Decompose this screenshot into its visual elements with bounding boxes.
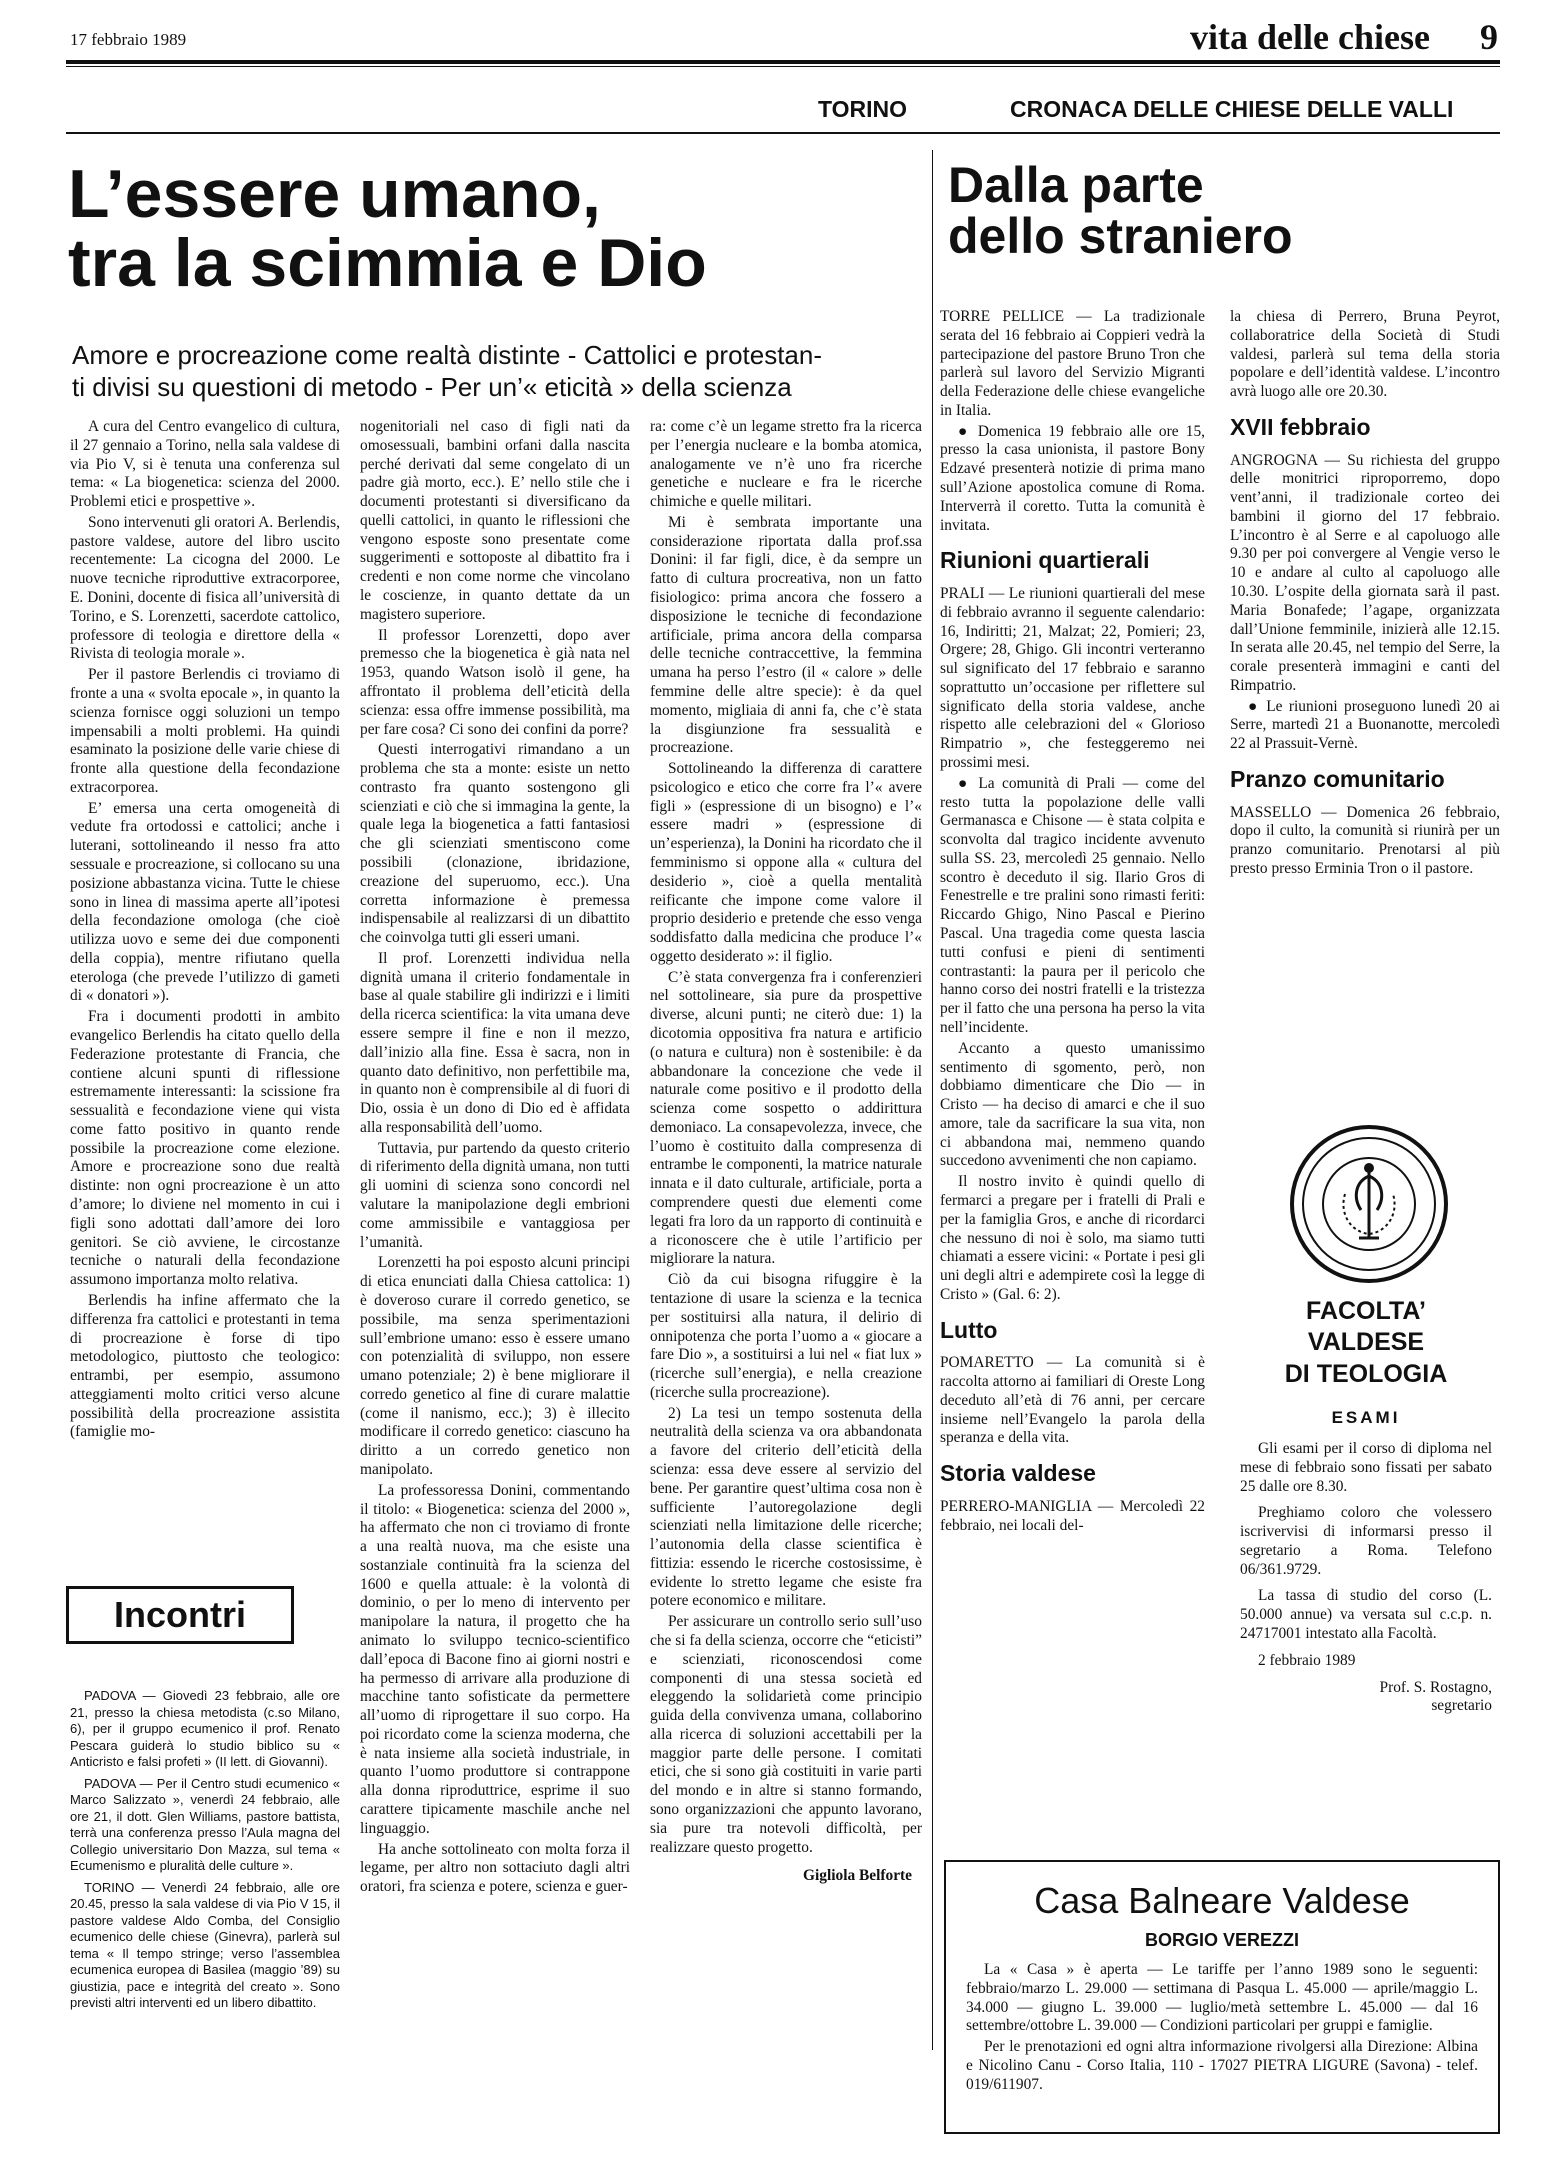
- notice-signature: Prof. S. Rostagno,: [1379, 1678, 1492, 1696]
- facolta-title-line-2: VALDESE: [1307, 1328, 1425, 1357]
- article-author: Gigliola Belforte: [803, 1867, 912, 1885]
- incontri-box: [66, 1586, 294, 1644]
- right-headline-line-2: dello straniero: [948, 208, 1293, 264]
- paragraph: A cura del Centro evangelico di cultura, il 27 gennaio a Torino, nella sala valdese di via Pio V, si è tenuta una conferenza sul tema: « La biogenetica: scienza del 2000. Problemi etici e prospettive ».: [70, 418, 340, 511]
- facolta-title-line-3: DI TEOLOGIA: [1284, 1359, 1448, 1388]
- page-number: 9: [1480, 17, 1498, 57]
- facolta-notice: [1240, 1440, 1492, 1716]
- paragraph: Il prof. Lorenzetti individua nella dignità umana il criterio fondamentale in base al quale stabilire gli indirizzi e i limiti della ricerca scientifica: la vita umana deve essere sempre il fine e non il mezzo, dall’inizio alla fine. Essa è sacra, non in quanto dato definitivo, non perfettibile ma, in quanto non è comprensibile al di fuori di Dio, ossia è un dono di Dio ed è affidata alla responsabilità dell’uomo.: [360, 949, 630, 1136]
- paragraph: TORRE PELLICE — La tradizionale serata del 16 febbraio ai Coppieri vedrà la partecipazione del pastore Bruno Tron che parlerà sul lavoro del Servizio Migranti della Federazione delle chiese evangeliche in Italia.: [940, 308, 1205, 419]
- article-column-1: [70, 418, 340, 1444]
- masthead-rule: [66, 60, 1500, 64]
- paragraph: Gli esami per il corso di diploma nel mese di febbraio sono fissati per sabato 25 dalle ore 8.30.: [1240, 1440, 1492, 1495]
- facolta-seal: [1290, 1125, 1448, 1283]
- news-column-1: [940, 308, 1205, 1537]
- paragraph: Il professor Lorenzetti, dopo aver premesso che la biogenetica è già nata nel 1953, quando Watson isolò il gene, ha affrontato il problema dell’eticità della scienza: essa offre immense possibilità, ma per fare cosa? Ci sono dei confini da porre?: [360, 626, 630, 738]
- paragraph: Tuttavia, pur partendo da questo criterio di riferimento della dignità umana, non tutti gli uomini di scienza sono concordi nel valutare la manipolazione degli embrioni come ammissibile e vantaggiosa per l’umanità.: [360, 1139, 630, 1251]
- column-divider: [932, 150, 933, 2050]
- paragraph: Ha anche sottolineato con molta forza il legame, per altro non sottaciuto dagli altri oratori, fra scienza e potere, scienza e guer-: [360, 1840, 630, 1896]
- list-item: PADOVA — Per il Centro studi ecumenico « Marco Salizzato », venerdì 24 febbraio, alle ore 21, il dott. Glen Williams, pastore battista, terrà una conferenza presso l’Aula magna del Collegio universitario Don Mazza, sul tema « Ecumenismo e pluralità delle culture ».: [70, 1775, 340, 1873]
- subhead-storia: Storia valdese: [940, 1460, 1096, 1487]
- seal-emblem-icon: [1299, 1134, 1439, 1274]
- paragraph: Per il pastore Berlendis ci troviamo di fronte a una « svolta epocale », in quanto la scienza fornisce oggi soluzioni un tempo impensabili a molti problemi. Ha quindi esaminato la posizione delle varie chiese di fronte alla questione della fecondazione extracorporea.: [70, 666, 340, 796]
- casa-body: [966, 1961, 1478, 2094]
- right-headline: [948, 157, 1488, 264]
- section-label-valli: CRONACA DELLE CHIESE DELLE VALLI: [1010, 96, 1454, 122]
- paragraph: Il nostro invito è quindi quello di fermarci a pregare per i fratelli di Prali e per la famiglia Gros, e anche di ricordarci che nessuno di noi è solo, ma siamo tutti chiamati a essere vicini: « Portate i pesi gli uni degli altri e adempirete così la legge di Cristo » (Gal. 6: 2).: [940, 1173, 1205, 1303]
- paragraph: ● Le riunioni proseguono lunedì 20 ai Serre, martedì 21 a Buonanotte, mercoledì 22 al Prassuit-Vernè.: [1230, 697, 1500, 753]
- paragraph: La tassa di studio del corso (L. 50.000 annue) va versata sul c.c.p. n. 24717001 intestato alla Facoltà.: [1240, 1587, 1492, 1643]
- article-column-2: [360, 418, 630, 1899]
- paragraph: PERRERO-MANIGLIA — Mercoledì 22 febbraio, nei locali del-: [940, 1497, 1205, 1534]
- paragraph: Berlendis ha infine affermato che la differenza fra cattolici e protestanti in tema di procreazione è forse di tipo metodologico, piuttosto che teologico: entrambi, per esempio, assumono atteggiamenti molto critici verso alcune possibilità della procreazione assistita (famiglie mo-: [70, 1291, 340, 1441]
- paragraph: ● Domenica 19 febbraio alle ore 15, presso la casa unionista, il pastore Bony Edzavé presenterà notizie di prima mano sull’Azione apostolica comune di Roma. Interverrà il coretto. Tutta la comunità è invitata.: [940, 422, 1205, 534]
- paragraph: 2) La tesi un tempo sostenuta della neutralità della scienza va ora abbandonata a favore del criterio dell’eticità della scienza: essa deve essere al servizio del bene. Per garantire quest’ultima cosa non è sufficiente l’autoregolazione degli scienziati nella limitazione delle ricerche; l’autonomia della classe scientifica è fittizia: essendo le ricerche costosissime, è evidente lo stretto legame che esiste fra potere economico e militare.: [650, 1404, 922, 1610]
- paragraph: Per le prenotazioni ed ogni altra informazione rivolgersi alla Direzione: Albina e Nicolino Canu - Corso Italia, 110 - 17027 PIETRA LIGURE (Savona) - telef. 019/611907.: [966, 2038, 1478, 2093]
- list-item: PADOVA — Giovedì 23 febbraio, alle ore 21, presso la chiesa metodista (c.so Milano, 6), per il gruppo ecumenico il prof. Renato Pescara guiderà lo studio biblico su « Anticristo e falsi profeti » (II lett. di Giovanni).: [70, 1688, 340, 1769]
- facolta-title-line-1: FACOLTA’: [1306, 1297, 1426, 1325]
- paragraph: ANGROGNA — Su richiesta del gruppo delle monitrici riproporremo, dopo vent’anni, il tradizionale corteo dei bambini il giorno del 17 febbraio. L’incontro è al Serre e al capoluogo alle 9.30 per poi convergere al Vengie verso le 10 e andare al culto al capoluogo alle 10.30. L’ospite della giornata sarà il past. Maria Bonafede; l’agape, organizzata dall’Unione femminile, inizierà alle 12.15. In serata alle 20.45, nel tempio del Serre, la corale presenterà immagini e canti del Rimpatrio.: [1230, 451, 1500, 694]
- subhead-riunioni: Riunioni quartierali: [940, 547, 1150, 574]
- section-rule: [66, 132, 1500, 134]
- paragraph: Accanto a questo umanissimo sentimento di sgomento, però, non dobbiamo dimenticare che Dio — in Cristo — ha deciso di amarci e che il suo amore, tale da sacrificare la sua vita, non ci abbandona mai, nemmeno quando succedono avvenimenti che non capiamo.: [940, 1039, 1205, 1170]
- paragraph: Fra i documenti prodotti in ambito evangelico Berlendis ha citato quello della Federazione protestante di Francia, che contiene alcuni spunti di riflessione estremamente interessanti: la scissione fra sessualità e fecondazione viene qui vista come fatto positivo in quanto rende possibile la procreazione come elezione. Amore e procreazione sono due realtà distinte: non ogni procreazione è un atto d’amore; lo diviene nel momento in cui i figli sono adottati dall’amore dei loro genitori. Se ciò avviene, le circostanze tecniche o naturali della fecondazione assumono importanza molto relativa.: [70, 1008, 340, 1289]
- newspaper-section-title: vita delle chiese: [1190, 17, 1430, 57]
- paragraph: Ciò da cui bisogna rifuggire è la tentazione di usare la scienza e la tecnica per sostituirsi alla natura, il delirio di onnipotenza che porta l’uomo a « giocare a fare Dio », a sostituirsi a lui nel « fiat lux » (ricerche sull’energia), e nella creazione (ricerche sulla procreazione).: [650, 1271, 922, 1401]
- masthead-rule-thin: [66, 66, 1500, 67]
- esami-heading: ESAMI: [1331, 1408, 1401, 1427]
- news-column-2: [1230, 308, 1500, 881]
- incontri-list: [70, 1688, 340, 2017]
- paragraph: Lorenzetti ha poi esposto alcuni principi di etica enunciati dalla Chiesa cattolica: 1) è doveroso curare il corredo genetico, se possibile, ma senza sperimentazioni sull’embrione umano: esso è essere umano con potenzialità di sviluppo, non essere umano potenziale; 2) è bene migliorare il corredo genetico al fine di curare malattie (come il nanismo, ecc.); 3) è illecito modificare il corredo genetico: ciascuno ha diritto a un corredo genetico non manipolato.: [360, 1254, 630, 1478]
- notice-date: 2 febbraio 1989: [1258, 1651, 1356, 1669]
- subhead-lutto: Lutto: [940, 1316, 998, 1343]
- main-deck: [72, 340, 922, 403]
- list-item: TORINO — Venerdì 24 febbraio, alle ore 20.45, presso la sala valdese di via Pio V 15, il pastore valdese Aldo Comba, del Consiglio ecumenico delle chiese (Ginevra), parlerà sul tema « Il tempo stringe; verso l’assemblea ecumenica europea di Basilea (maggio ’89) su giustizia, pace e integrità del creato ». Sono previsti altri interventi ed un libero dibattito.: [70, 1879, 340, 2010]
- deck-line-1: Amore e procreazione come realtà distinte - Cattolici e protestan-: [72, 340, 823, 370]
- paragraph: Sottolineando la differenza di carattere psicologico e etico che corre fra l’« avere figli » (espressione di un bisogno) e l’« essere madri » (espressione di un’esperienza), la Donini ha ricordato che il femminismo si oppone alla « cultura del desiderio », cioè a quella mentalità reificante che impone come valore il proprio desiderio e pretende che esso venga soddisfatto dalla medicina che produce l’« oggetto desiderato »: il figlio.: [650, 760, 922, 965]
- paragraph: Mi è sembrata importante una considerazione riportata dalla prof.ssa Donini: il far figli, dice, è da sempre un fatto di cultura procreativa, non un fatto fisiologico: prima ancora che fossero a disposizione le tecniche di fecondazione artificiale, prima ancora della comparsa delle tecniche contraccettive, la femmina umana ha perso l’estro (il « calore » delle femmine delle altre specie): è da quel momento, migliaia di anni fa, che c’è stata la disgiunzione fra sessualità e procreazione.: [650, 513, 922, 757]
- deck-line-2: ti divisi su questioni di metodo - Per un’« eticità » della scienza: [72, 371, 792, 402]
- paragraph: La professoressa Donini, commentando il titolo: « Biogenetica: scienza del 2000 », ha affermato che non ci troviamo di fronte a una realtà nuova, ma che esiste una sostanziale continuità fra la scienza del 1600 e quella attuale: è la volontà di dominio, o per lo meno di intervento per manipolare la natura, il progetto che ha animato lo sviluppo tecnico-scientifico dall’epoca di Bacone fino ai giorni nostri e ha permesso di arrivare alla produzione di macchine tanto sofisticate da permettere all’uomo di riprogettare il suo corpo. Ha poi ricordato come la scienza moderna, che è nata insieme alla società industriale, in quanto l’uomo produttore si contrappone alla donna riproduttrice, esprime il suo carattere tipicamente maschile anche nel linguaggio.: [360, 1481, 630, 1837]
- right-headline-line-1: Dalla parte: [948, 157, 1204, 213]
- main-headline-line-1: L’essere umano,: [68, 156, 601, 232]
- paragraph: Questi interrogativi rimandano a un problema che sta a monte: esiste un netto contrasto fra quanto sostengono gli scienziati e ciò che si immagina la gente, la quale lega la biogenetica a fatti fantasiosi che gli scienziati smentiscono come possibili (clonazione, ibridazione, creazione del superuomo, ecc.). Una corretta informazione è premessa indispensabile al realizzarsi di un dibattito che coinvolga tutti gli esseri umani.: [360, 741, 630, 947]
- subhead-pranzo: Pranzo comunitario: [1230, 766, 1445, 792]
- subhead-xvii-febbraio: XVII febbraio: [1230, 413, 1371, 440]
- paragraph: ● La comunità di Prali — come del resto tutta la popolazione delle valli Germanasca e Chisone — è stata colpita e sconvolta dal tragico incidente avvenuto sulla SS. 23, mercoledì 25 gennaio. Nello scontro è deceduto il sig. Ilario Gros di Fenestrelle e tre pralini sono rimasti feriti: Riccardo Ghigo, Nino Pascal e Pierino Pascal. Una tragedia come questa lascia tutti confusi e pieni di sentimenti contrastanti: la paura per il pericolo che hanno corso dei nostri fratelli e la tristezza per il fatto che una persona ha perso la vita nell’incidente.: [940, 774, 1205, 1036]
- notice-signature-role: segretario: [1431, 1697, 1492, 1715]
- paragraph: La « Casa » è aperta — Le tariffe per l’anno 1989 sono le seguenti: febbraio/marzo L. 29.000 — settimana di Pasqua L. 45.000 — aprile/maggio L. 34.000 — giugno L. 39.000 — luglio/metà settembre L. 45.000 — dal 16 settembre/ottobre L. 39.000 — Condizioni particolari per gruppi e famiglie.: [966, 1961, 1478, 2035]
- main-headline: [68, 156, 928, 302]
- paragraph: MASSELLO — Domenica 26 febbraio, dopo il culto, la comunità si riunirà per un pranzo comunitario. Prenotarsi al più presto presso Erminia Tron o il pastore.: [1230, 803, 1500, 877]
- main-headline-line-2: tra la scimmia e Dio: [68, 225, 707, 302]
- section-label-torino: TORINO: [818, 96, 908, 122]
- paragraph: Preghiamo coloro che volessero iscrivervisi di informarsi presso il segretario a Roma. Telefono 06/361.9729.: [1240, 1504, 1492, 1578]
- paragraph: Sono intervenuti gli oratori A. Berlendis, pastore valdese, autore del libro uscito recentemente: La cicogna del 2000. Le nuove tecniche riproduttive extracorporee, E. Donini, docente di fisica all’università di Torino, e S. Lorenzetti, sacerdote cattolico, professore di teologia e direttore della « Rivista di teologia morale ».: [70, 513, 340, 663]
- incontri-title: Incontri: [114, 1594, 246, 1635]
- casa-subtitle: BORGIO VEREZZI: [1144, 1930, 1299, 1950]
- casa-title: Casa Balneare Valdese: [1034, 1880, 1410, 1921]
- paragraph: Per assicurare un controllo serio sull’uso che si fa della scienza, occorre che “eticisti” e scienziati, riconoscendosi come componenti di una stessa società ed eleggendo la solidarietà come principio guida della convivenza umana, collaborino alla ricerca di soluzioni accettabili per la maggior parte delle persone. I comitati etici, che si sono già costituiti in varie parti del mondo e in altre si stanno formando, sono organizzazioni che appunto lavorano, sia pure tra notevoli difficoltà, per realizzare questo progetto.: [650, 1613, 922, 1856]
- paragraph: nogenitoriali nel caso di figli nati da omosessuali, bambini orfani dalla nascita perché derivati dal seme congelato di un padre già morto, ecc.). E’ nello stile che i documenti protestanti si diversificano da quelli cattolici, in quanto le riflessioni che vengono esposte sono presentate come suggerimenti e sottoposte al dibattito fra i credenti e non come norme che vincolano le coscienze, in quanto dettate da un magistero superiore.: [360, 418, 630, 623]
- issue-date: 17 febbraio 1989: [70, 30, 187, 49]
- paragraph: E’ emersa una certa omogeneità di vedute fra ortodossi e cattolici; anche i luterani, sottolineando il nesso fra atto sessuale e procreazione, si collocano su una posizione abbastanza vicina. Tutte le chiese sono in linea di massima aperte all’ipotesi della fecondazione omologa (che cioè utilizza uovo e seme dei due componenti della coppia), mentre rifiutano quella eterologa (che prevede l’utilizzo di gameti di « donatori »).: [70, 799, 340, 1005]
- paragraph: la chiesa di Perrero, Bruna Peyrot, collaboratrice della Società di Studi valdesi, parlerà sul tema della storia popolare e dell’identità valdese. L’incontro avrà luogo alle ore 20.30.: [1230, 308, 1500, 401]
- paragraph: PRALI — Le riunioni quartierali del mese di febbraio avranno il seguente calendario: 16, Indiritti; 21, Malzat; 22, Pomieri; 23, Orgere; 28, Ghigo. Gli incontri verteranno sul significato del 17 febbraio e saranno soprattutto un’occasione per riflettere sul significato della storia valdese, anche rispetto alle celebrazioni del « Glorioso Rimpatrio », che festeggeremo nei prossimi mesi.: [940, 584, 1205, 771]
- paragraph: ra: come c’è un legame stretto fra la ricerca per l’energia nucleare e la bomba atomica, analogamente ve n’è uno fra ricerche genetiche e nucleare e fra le ricerche chimiche e quelle militari.: [650, 418, 922, 511]
- paragraph: C’è stata convergenza fra i conferenzieri nel sottolineare, sia pure da prospettive diverse, alcuni punti; ne citerò due: 1) la dicotomia oppositiva fra natura e artificio (o natura e cultura) non è sostenibile: è da abbandonare la concezione che vede il naturale come positivo e il prodotto della scienza come sospetto o addirittura demoniaco. La consapevolezza, invece, che l’uomo è costituito dalla compresenza di entrambe le componenti, la matrice naturale innata e il dato culturale, artificiale, porta a comprendere questi due elementi come legati fra loro da un rapporto di continuità e a riconoscere che è utile l’artificio per migliorare la natura.: [650, 968, 922, 1268]
- paragraph: POMARETTO — La comunità si è raccolta attorno ai familiari di Oreste Long deceduto all’età di 76 anni, per cercare insieme nell’Evangelo la parola della speranza e della vita.: [940, 1354, 1205, 1447]
- casa-balneare-ad: [944, 1860, 1500, 2134]
- article-column-3: [650, 418, 922, 1886]
- facolta-title: [1232, 1296, 1500, 1390]
